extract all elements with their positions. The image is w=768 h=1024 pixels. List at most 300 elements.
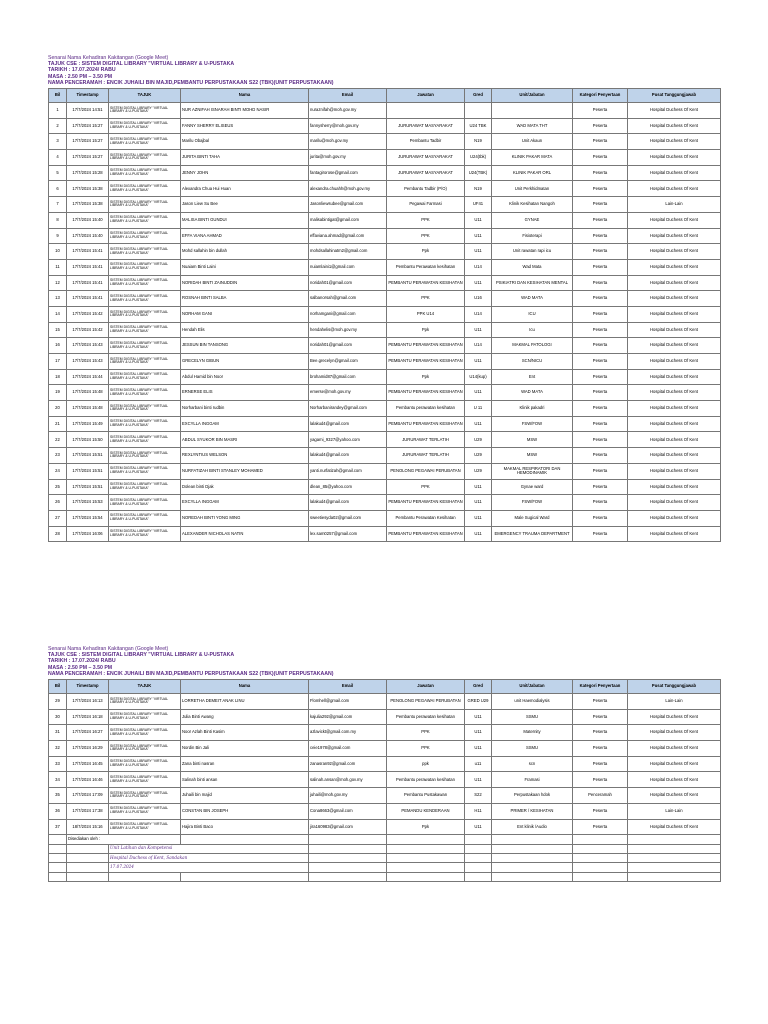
cell-email: jira160983@gmail.com bbox=[309, 819, 387, 835]
cell-nama: Dolean binti Djak bbox=[181, 479, 309, 495]
footer-signature-unit: Unit Latihan dan Kompetensi bbox=[109, 844, 309, 853]
header-line-title: Senarai Nama Kehadiran Kakitangan (Google Meet) bbox=[48, 646, 169, 652]
cell-tajuk: SISTEM DIGITAL LIBRARY "VIRTUAL LIBRARY & U-PUSTAKA" bbox=[109, 495, 181, 511]
table-row bbox=[49, 228, 721, 244]
cell-jawatan: PENOLONG PEGAWAI PERUBATAN bbox=[387, 463, 465, 479]
cell-pusat: Hospital Duchess Of Kent bbox=[628, 244, 721, 260]
cell-tajuk: SISTEM DIGITAL LIBRARY "VIRTUAL LIBRARY & U-PUSTAKA" bbox=[109, 275, 181, 291]
cell-jawatan: PEMBANTU PERAWATAN KESIHATAN bbox=[387, 495, 465, 511]
empty-cell bbox=[181, 872, 309, 881]
cell-bil: 20 bbox=[49, 401, 67, 417]
cell-bil: 13 bbox=[49, 291, 67, 307]
cell-jawatan: Ppk bbox=[387, 369, 465, 385]
table-row bbox=[49, 385, 721, 401]
empty-cell bbox=[573, 844, 628, 853]
empty-cell bbox=[465, 872, 492, 881]
cell-nama: ALEXANDER NICHOLAS NATIN bbox=[181, 526, 309, 542]
cell-jawatan: JURURAWAT MASYARAKAT bbox=[387, 165, 465, 181]
cell-pusat: Hospital Duchess Of Kent bbox=[628, 448, 721, 464]
footer-row bbox=[49, 863, 721, 872]
cell-pusat: Hospital Duchess Of Kent bbox=[628, 134, 721, 150]
cell-pusat: Hospital Duchess Of Kent bbox=[628, 819, 721, 835]
header-line-tarikh: TARIKH : 17.07.2024/ RABU bbox=[48, 658, 116, 665]
cell-gred: U29 bbox=[465, 432, 492, 448]
header-line-title: Senarai Nama Kehadiran Kakitangan (Google Meet) bbox=[48, 55, 169, 61]
sheet-header bbox=[48, 55, 720, 86]
cell-bil: 1 bbox=[49, 103, 67, 119]
cell-kategori: Peserta bbox=[573, 244, 628, 260]
cell-nama: LORRETHA DEMEIT ANAK LINU bbox=[181, 694, 309, 710]
empty-cell bbox=[628, 872, 721, 881]
cell-kategori: Peserta bbox=[573, 228, 628, 244]
cell-tajuk: SISTEM DIGITAL LIBRARY "VIRTUAL LIBRARY & U-PUSTAKA" bbox=[109, 385, 181, 401]
cell-gred: U11 bbox=[465, 416, 492, 432]
empty-cell bbox=[387, 853, 465, 862]
cell-bil: 15 bbox=[49, 322, 67, 338]
cell-timestamp: 17/7/2024 15:43 bbox=[67, 338, 109, 354]
cell-tajuk: SISTEM DIGITAL LIBRARY "VIRTUAL LIBRARY & U-PUSTAKA" bbox=[109, 432, 181, 448]
cell-gred: S22 bbox=[465, 788, 492, 804]
cell-timestamp: 17/7/2024 16:13 bbox=[67, 694, 109, 710]
cell-kategori: Peserta bbox=[573, 772, 628, 788]
cell-gred: U16 bbox=[465, 291, 492, 307]
empty-cell bbox=[573, 853, 628, 862]
cell-gred: UF41 bbox=[465, 197, 492, 213]
cell-pusat: Hospital Duchess Of Kent bbox=[628, 463, 721, 479]
cell-nama: MALISA BINTI GUNDUI bbox=[181, 212, 309, 228]
column-header-unit: Unit/Jabatan bbox=[492, 89, 573, 103]
cell-bil: 19 bbox=[49, 385, 67, 401]
cell-unit: EMERGENCY TRAUMA DEPARTMENT bbox=[492, 526, 573, 542]
cell-kategori: Peserta bbox=[573, 212, 628, 228]
cell-pusat: Hospital Duchess Of Kent bbox=[628, 772, 721, 788]
cell-jawatan: PEMBANTU PERAWATAN KESIHATAN bbox=[387, 416, 465, 432]
cell-gred: U11 bbox=[465, 275, 492, 291]
table-row bbox=[49, 306, 721, 322]
table-row bbox=[49, 756, 721, 772]
cell-kategori: Peserta bbox=[573, 495, 628, 511]
table-row bbox=[49, 401, 721, 417]
cell-gred: N19 bbox=[465, 134, 492, 150]
cell-timestamp: 17/7/2024 15:41 bbox=[67, 291, 109, 307]
cell-kategori: Peserta bbox=[573, 338, 628, 354]
cell-tajuk: SISTEM DIGITAL LIBRARY "VIRTUAL LIBRARY & U-PUSTAKA" bbox=[109, 369, 181, 385]
cell-bil: 29 bbox=[49, 694, 67, 710]
cell-email: noridah01@gmail.com bbox=[309, 275, 387, 291]
cell-nama: Jason Liew Su Bee bbox=[181, 197, 309, 213]
cell-jawatan: PEMBANTU PERAWATAN KESIHATAN bbox=[387, 385, 465, 401]
cell-gred: U14 bbox=[465, 306, 492, 322]
cell-nama: Norharbani binti rudbin bbox=[181, 401, 309, 417]
cell-timestamp: 17/7/2024 16:06 bbox=[67, 526, 109, 542]
table-row bbox=[49, 694, 721, 710]
cell-kategori: Peserta bbox=[573, 463, 628, 479]
table-row bbox=[49, 244, 721, 260]
cell-gred: U14 bbox=[465, 338, 492, 354]
cell-jawatan: Pegawai Farmasi bbox=[387, 197, 465, 213]
table-row bbox=[49, 322, 721, 338]
table-row bbox=[49, 275, 721, 291]
column-header-pusat: Pusat Tanggungjawab bbox=[628, 89, 721, 103]
cell-unit: GYNAE bbox=[492, 212, 573, 228]
cell-tajuk: SISTEM DIGITAL LIBRARY "VIRTUAL LIBRARY & U-PUSTAKA" bbox=[109, 819, 181, 835]
table-row bbox=[49, 103, 721, 119]
cell-timestamp: 17/7/2024 15:40 bbox=[67, 228, 109, 244]
cell-jawatan: Pembantu Pustakawan bbox=[387, 788, 465, 804]
cell-email: zanasran92@gmail.com bbox=[309, 756, 387, 772]
cell-tajuk: SISTEM DIGITAL LIBRARY "VIRTUAL LIBRARY & U-PUSTAKA" bbox=[109, 448, 181, 464]
cell-pusat: Hospital Duchess Of Kent bbox=[628, 725, 721, 741]
cell-gred: U14 bbox=[465, 259, 492, 275]
cell-email: Norharbanirandey@gmail.com bbox=[309, 401, 387, 417]
empty-cell bbox=[465, 844, 492, 853]
table-row bbox=[49, 788, 721, 804]
cell-tajuk: SISTEM DIGITAL LIBRARY "VIRTUAL LIBRARY & U-PUSTAKA" bbox=[109, 244, 181, 260]
cell-tajuk: SISTEM DIGITAL LIBRARY "VIRTUAL LIBRARY & U-PUSTAKA" bbox=[109, 322, 181, 338]
cell-pusat: Hospital Duchess Of Kent bbox=[628, 354, 721, 370]
cell-tajuk: SISTEM DIGITAL LIBRARY "VIRTUAL LIBRARY & U-PUSTAKA" bbox=[109, 479, 181, 495]
table-row bbox=[49, 150, 721, 166]
cell-pusat: Hospital Duchess Of Kent bbox=[628, 150, 721, 166]
cell-bil: 4 bbox=[49, 150, 67, 166]
cell-pusat: Hospital Duchess Of Kent bbox=[628, 432, 721, 448]
cell-pusat: Hospital Duchess Of Kent bbox=[628, 118, 721, 134]
cell-timestamp: 17/7/2024 15:27 bbox=[67, 150, 109, 166]
cell-unit: Wad Mata bbox=[492, 259, 573, 275]
table-row bbox=[49, 479, 721, 495]
empty-cell bbox=[309, 835, 387, 844]
cell-tajuk: SISTEM DIGITAL LIBRARY "VIRTUAL LIBRARY & U-PUSTAKA" bbox=[109, 772, 181, 788]
cell-timestamp: 17/7/2024 14:51 bbox=[67, 103, 109, 119]
cell-tajuk: SISTEM DIGITAL LIBRARY "VIRTUAL LIBRARY & U-PUSTAKA" bbox=[109, 338, 181, 354]
cell-pusat: Hospital Duchess Of Kent bbox=[628, 275, 721, 291]
cell-gred: U11 bbox=[465, 228, 492, 244]
table-row bbox=[49, 369, 721, 385]
cell-tajuk: SISTEM DIGITAL LIBRARY "VIRTUAL LIBRARY & U-PUSTAKA" bbox=[109, 291, 181, 307]
attendance-table bbox=[48, 88, 721, 542]
cell-jawatan bbox=[387, 103, 465, 119]
cell-bil: 26 bbox=[49, 495, 67, 511]
cell-gred: U24(TBK) bbox=[465, 165, 492, 181]
cell-jawatan: Pembantu Perawatan kesihatan bbox=[387, 259, 465, 275]
cell-timestamp: 17/7/2024 15:43 bbox=[67, 354, 109, 370]
cell-gred: U11 bbox=[465, 819, 492, 835]
cell-email: jurita@moh.gov.my bbox=[309, 150, 387, 166]
table-row bbox=[49, 448, 721, 464]
cell-email: Jasonliewsubee@gmail.com bbox=[309, 197, 387, 213]
cell-gred: U 11 bbox=[465, 401, 492, 417]
table-row bbox=[49, 772, 721, 788]
cell-gred: N19 bbox=[465, 181, 492, 197]
table-row bbox=[49, 416, 721, 432]
header-line-tajuk: TAJUK CSE : SISTEM DIGITAL LIBRARY "VIRTUAL LIBRARY & U-PUSTAKA bbox=[48, 652, 235, 659]
empty-cell bbox=[492, 844, 573, 853]
cell-email: malisabintigat@gmail.com bbox=[309, 212, 387, 228]
empty-cell bbox=[628, 835, 721, 844]
column-header-tajuk: TAJUK bbox=[109, 680, 181, 694]
cell-gred: U11 bbox=[465, 741, 492, 757]
cell-tajuk: SISTEM DIGITAL LIBRARY "VIRTUAL LIBRARY & U-PUSTAKA" bbox=[109, 788, 181, 804]
cell-email: azlavickt@gmail.com.my bbox=[309, 725, 387, 741]
cell-timestamp: 17/7/2024 15:41 bbox=[67, 275, 109, 291]
cell-unit: Fisioterapi bbox=[492, 228, 573, 244]
cell-email: alexandra.chuahh@moh.gov.my bbox=[309, 181, 387, 197]
cell-timestamp: 17/7/2024 15:44 bbox=[67, 369, 109, 385]
cell-timestamp: 17/7/2024 17:38 bbox=[67, 803, 109, 819]
cell-timestamp: 17/7/2024 15:50 bbox=[67, 432, 109, 448]
cell-email: noridah01@gmail.com bbox=[309, 338, 387, 354]
empty-cell bbox=[387, 872, 465, 881]
cell-unit: FSW/FOW bbox=[492, 495, 573, 511]
cell-pusat: Hospital Duchess Of Kent bbox=[628, 756, 721, 772]
cell-gred: U11 bbox=[465, 709, 492, 725]
cell-timestamp: 17/7/2024 16:27 bbox=[67, 725, 109, 741]
cell-gred: GRED U29 bbox=[465, 694, 492, 710]
cell-kategori: Peserta bbox=[573, 756, 628, 772]
table-row bbox=[49, 165, 721, 181]
empty-cell bbox=[67, 853, 109, 862]
table-header-row bbox=[49, 89, 721, 103]
cell-pusat: Hospital Duchess Of Kent bbox=[628, 401, 721, 417]
cell-timestamp: 17/7/2024 15:41 bbox=[67, 244, 109, 260]
cell-email: marilu@moh.gov.my bbox=[309, 134, 387, 150]
cell-timestamp: 17/7/2024 15:51 bbox=[67, 479, 109, 495]
cell-timestamp: 17/7/2024 15:41 bbox=[67, 259, 109, 275]
footer-row bbox=[49, 853, 721, 862]
blank-row bbox=[49, 872, 721, 881]
empty-cell bbox=[465, 835, 492, 844]
table-row bbox=[49, 259, 721, 275]
cell-kategori: Peserta bbox=[573, 479, 628, 495]
empty-cell bbox=[387, 844, 465, 853]
cell-pusat: Hospital Duchess Of Kent bbox=[628, 495, 721, 511]
cell-kategori: Peserta bbox=[573, 803, 628, 819]
cell-unit: Ent bbox=[492, 369, 573, 385]
cell-jawatan: PEMBANTU PERAWATAN KESIHATAN bbox=[387, 354, 465, 370]
cell-unit: SSMU bbox=[492, 741, 573, 757]
cell-timestamp: 17/7/2024 15:53 bbox=[67, 495, 109, 511]
table-body bbox=[49, 694, 721, 882]
cell-nama: Abdul Hamid bin Noor bbox=[181, 369, 309, 385]
column-header-bil: Bil bbox=[49, 89, 67, 103]
cell-jawatan: JURURAWAT TERLATIH bbox=[387, 448, 465, 464]
cell-email: effaviana.ahmad@gmail.com bbox=[309, 228, 387, 244]
cell-bil: 25 bbox=[49, 479, 67, 495]
cell-unit: Klinik Kesihatan Nangoh bbox=[492, 197, 573, 213]
cell-kategori: Peserta bbox=[573, 150, 628, 166]
column-header-unit: Unit/Jabatan bbox=[492, 680, 573, 694]
cell-bil: 18 bbox=[49, 369, 67, 385]
cell-pusat: Hospital Duchess Of Kent bbox=[628, 228, 721, 244]
cell-jawatan: JURURAWAT MASYARAKAT bbox=[387, 118, 465, 134]
cell-tajuk: SISTEM DIGITAL LIBRARY "VIRTUAL LIBRARY & U-PUSTAKA" bbox=[109, 150, 181, 166]
cell-bil: 36 bbox=[49, 803, 67, 819]
empty-cell bbox=[573, 835, 628, 844]
cell-email: mohdsallahinatm2@gmail.com bbox=[309, 244, 387, 260]
cell-pusat: Hospital Duchess Of Kent bbox=[628, 788, 721, 804]
footer-label: Disediakan oleh : bbox=[67, 835, 181, 844]
cell-kategori: Peserta bbox=[573, 369, 628, 385]
cell-unit: Ent klinik /Audio bbox=[492, 819, 573, 835]
cell-bil: 33 bbox=[49, 756, 67, 772]
cell-pusat: Hospital Duchess Of Kent bbox=[628, 181, 721, 197]
cell-nama: Juhaili bin majid bbox=[181, 788, 309, 804]
cell-tajuk: SISTEM DIGITAL LIBRARY "VIRTUAL LIBRARY & U-PUSTAKA" bbox=[109, 259, 181, 275]
cell-jawatan: Pembantu perawatan kesihatan bbox=[387, 772, 465, 788]
table-row bbox=[49, 463, 721, 479]
empty-cell bbox=[492, 835, 573, 844]
cell-tajuk: SISTEM DIGITAL LIBRARY "VIRTUAL LIBRARY & U-PUSTAKA" bbox=[109, 741, 181, 757]
cell-timestamp: 17/7/2024 16:46 bbox=[67, 772, 109, 788]
cell-pusat: Hospital Duchess Of Kent bbox=[628, 510, 721, 526]
cell-gred: U29 bbox=[465, 448, 492, 464]
cell-tajuk: SISTEM DIGITAL LIBRARY "VIRTUAL LIBRARY & U-PUSTAKA" bbox=[109, 510, 181, 526]
cell-unit: Framasi bbox=[492, 772, 573, 788]
cell-tajuk: SISTEM DIGITAL LIBRARY "VIRTUAL LIBRARY & U-PUSTAKA" bbox=[109, 401, 181, 417]
cell-nama: Alexandra Chua Hui Huan bbox=[181, 181, 309, 197]
table-row bbox=[49, 725, 721, 741]
cell-pusat: Hospital Duchess Of Kent bbox=[628, 385, 721, 401]
cell-nama: CONSTAN BIN JOSEPH bbox=[181, 803, 309, 819]
cell-timestamp: 17/7/2024 16:45 bbox=[67, 756, 109, 772]
cell-email: emerse@moh.gov.my bbox=[309, 385, 387, 401]
cell-tajuk: SISTEM DIGITAL LIBRARY "VIRTUAL LIBRARY & U-PUSTAKA" bbox=[109, 694, 181, 710]
cell-bil: 14 bbox=[49, 306, 67, 322]
cell-email: fannysherry@moh.gov.my bbox=[309, 118, 387, 134]
empty-cell bbox=[67, 863, 109, 872]
empty-cell bbox=[573, 863, 628, 872]
cell-bil: 21 bbox=[49, 416, 67, 432]
cell-unit: WAD MATA bbox=[492, 291, 573, 307]
cell-tajuk: SISTEM DIGITAL LIBRARY "VIRTUAL LIBRARY & U-PUSTAKA" bbox=[109, 118, 181, 134]
cell-timestamp: 17/7/2024 16:18 bbox=[67, 709, 109, 725]
cell-tajuk: SISTEM DIGITAL LIBRARY "VIRTUAL LIBRARY & U-PUSTAKA" bbox=[109, 725, 181, 741]
cell-kategori: Peserta bbox=[573, 322, 628, 338]
cell-bil: 3 bbox=[49, 134, 67, 150]
cell-timestamp: 17/7/2024 15:27 bbox=[67, 118, 109, 134]
cell-bil: 17 bbox=[49, 354, 67, 370]
cell-bil: 32 bbox=[49, 741, 67, 757]
cell-tajuk: SISTEM DIGITAL LIBRARY "VIRTUAL LIBRARY & U-PUSTAKA" bbox=[109, 181, 181, 197]
attendance-sheet-2 bbox=[48, 646, 720, 882]
empty-cell bbox=[49, 835, 67, 844]
cell-email: ceie1978@gmail.com bbox=[309, 741, 387, 757]
cell-email: Cona8663@gmail.com bbox=[309, 803, 387, 819]
cell-pusat: Hospital Duchess Of Kent bbox=[628, 526, 721, 542]
cell-kategori: Peserta bbox=[573, 197, 628, 213]
cell-jawatan: PEMANDU KENDERAAN bbox=[387, 803, 465, 819]
cell-jawatan: PPK bbox=[387, 291, 465, 307]
column-header-kategori: Kategori Penyertaan bbox=[573, 89, 628, 103]
cell-kategori: Peserta bbox=[573, 306, 628, 322]
cell-gred: U29 bbox=[465, 463, 492, 479]
cell-unit: WAD MATA THT bbox=[492, 118, 573, 134]
cell-email: fantagirorose@gmail.com bbox=[309, 165, 387, 181]
footer-row bbox=[49, 835, 721, 844]
header-line-penceramah: NAMA PENCERAMAH : ENCIK JUHAILI BIN MAJID,PEMBANTU PERPUSTAKAAN S22 (TBK)(UNIT PERPUSTAKAAN) bbox=[48, 79, 334, 86]
cell-jawatan: PPK bbox=[387, 212, 465, 228]
cell-pusat: Hospital Duchess Of Kent bbox=[628, 479, 721, 495]
cell-jawatan: PPK bbox=[387, 741, 465, 757]
header-line-masa: MASA : 2.50 PM – 3.50 PM bbox=[48, 73, 113, 80]
cell-gred: U14(kup) bbox=[465, 369, 492, 385]
cell-kategori: Peserta bbox=[573, 385, 628, 401]
empty-cell bbox=[49, 844, 67, 853]
cell-timestamp: 17/7/2024 15:27 bbox=[67, 134, 109, 150]
cell-kategori: Peserta bbox=[573, 291, 628, 307]
cell-bil: 28 bbox=[49, 526, 67, 542]
cell-nama: Salinah binti ansan bbox=[181, 772, 309, 788]
cell-unit: PSIKIATRI DAN KESIHATAN MENTAL bbox=[492, 275, 573, 291]
cell-jawatan: PPK bbox=[387, 725, 465, 741]
cell-timestamp: 17/7/2024 15:42 bbox=[67, 322, 109, 338]
header-line-tajuk: TAJUK CSE : SISTEM DIGITAL LIBRARY "VIRTUAL LIBRARY & U-PUSTAKA bbox=[48, 61, 235, 68]
cell-tajuk: SISTEM DIGITAL LIBRARY "VIRTUAL LIBRARY & U-PUSTAKA" bbox=[109, 756, 181, 772]
cell-pusat: Hospital Duchess Of Kent bbox=[628, 306, 721, 322]
cell-pusat: Hospital Duchess Of Kent bbox=[628, 212, 721, 228]
cell-email: lalakud4@gmail.com bbox=[309, 416, 387, 432]
cell-email: lex.sam0257@gmail.com bbox=[309, 526, 387, 542]
cell-gred bbox=[465, 103, 492, 119]
cell-nama: FANNY SHERRY ELISEUS bbox=[181, 118, 309, 134]
cell-nama: REXLYNTIUS WELSON bbox=[181, 448, 309, 464]
cell-bil: 16 bbox=[49, 338, 67, 354]
cell-tajuk: SISTEM DIGITAL LIBRARY "VIRTUAL LIBRARY & U-PUSTAKA" bbox=[109, 165, 181, 181]
cell-pusat: Hospital Duchess Of Kent bbox=[628, 369, 721, 385]
footer-row bbox=[49, 844, 721, 853]
cell-email: salinah.ansan@moh.gov.my bbox=[309, 772, 387, 788]
empty-cell bbox=[67, 872, 109, 881]
cell-timestamp: 17/7/2024 15:38 bbox=[67, 181, 109, 197]
cell-gred: U11 bbox=[465, 212, 492, 228]
cell-gred: H11 bbox=[465, 803, 492, 819]
cell-email: lalakud4@gmail.com bbox=[309, 448, 387, 464]
cell-jawatan: PPK bbox=[387, 479, 465, 495]
table-body bbox=[49, 103, 721, 542]
cell-email: dlean_85@yahoo.com bbox=[309, 479, 387, 495]
cell-kategori: Peserta bbox=[573, 741, 628, 757]
column-header-tajuk: TAJUK bbox=[109, 89, 181, 103]
cell-jawatan: Pembantu Perawatan Kesihatan bbox=[387, 510, 465, 526]
cell-jawatan: Ppk bbox=[387, 322, 465, 338]
cell-nama: Hendah Elis bbox=[181, 322, 309, 338]
column-header-email: Email bbox=[309, 680, 387, 694]
cell-kategori: Peserta bbox=[573, 709, 628, 725]
cell-unit: MAKMAL PATOLOGI bbox=[492, 338, 573, 354]
cell-pusat: Hospital Duchess Of Kent bbox=[628, 291, 721, 307]
cell-pusat: Hospital Duchess Of Kent bbox=[628, 338, 721, 354]
cell-unit: scn bbox=[492, 756, 573, 772]
cell-tajuk: SISTEM DIGITAL LIBRARY "VIRTUAL LIBRARY & U-PUSTAKA" bbox=[109, 306, 181, 322]
table-row bbox=[49, 291, 721, 307]
cell-nama: JURITA BINTI TAHA bbox=[181, 150, 309, 166]
cell-timestamp: 17/7/2024 15:38 bbox=[67, 197, 109, 213]
column-header-timestamp: Timestamp bbox=[67, 680, 109, 694]
cell-bil: 7 bbox=[49, 197, 67, 213]
cell-timestamp: 17/7/2024 15:48 bbox=[67, 401, 109, 417]
table-row bbox=[49, 212, 721, 228]
cell-unit: Unit rawatan rapi icu bbox=[492, 244, 573, 260]
cell-email: kajulia292@gmail.com bbox=[309, 709, 387, 725]
column-header-nama: Nama bbox=[181, 680, 309, 694]
attendance-table bbox=[48, 679, 721, 882]
cell-unit: MSW bbox=[492, 448, 573, 464]
cell-jawatan: Pembantu perawatan kesihatan bbox=[387, 709, 465, 725]
cell-unit: FSW/FOW bbox=[492, 416, 573, 432]
cell-nama: JENNY JOHN bbox=[181, 165, 309, 181]
table-row bbox=[49, 803, 721, 819]
cell-kategori: Peserta bbox=[573, 416, 628, 432]
